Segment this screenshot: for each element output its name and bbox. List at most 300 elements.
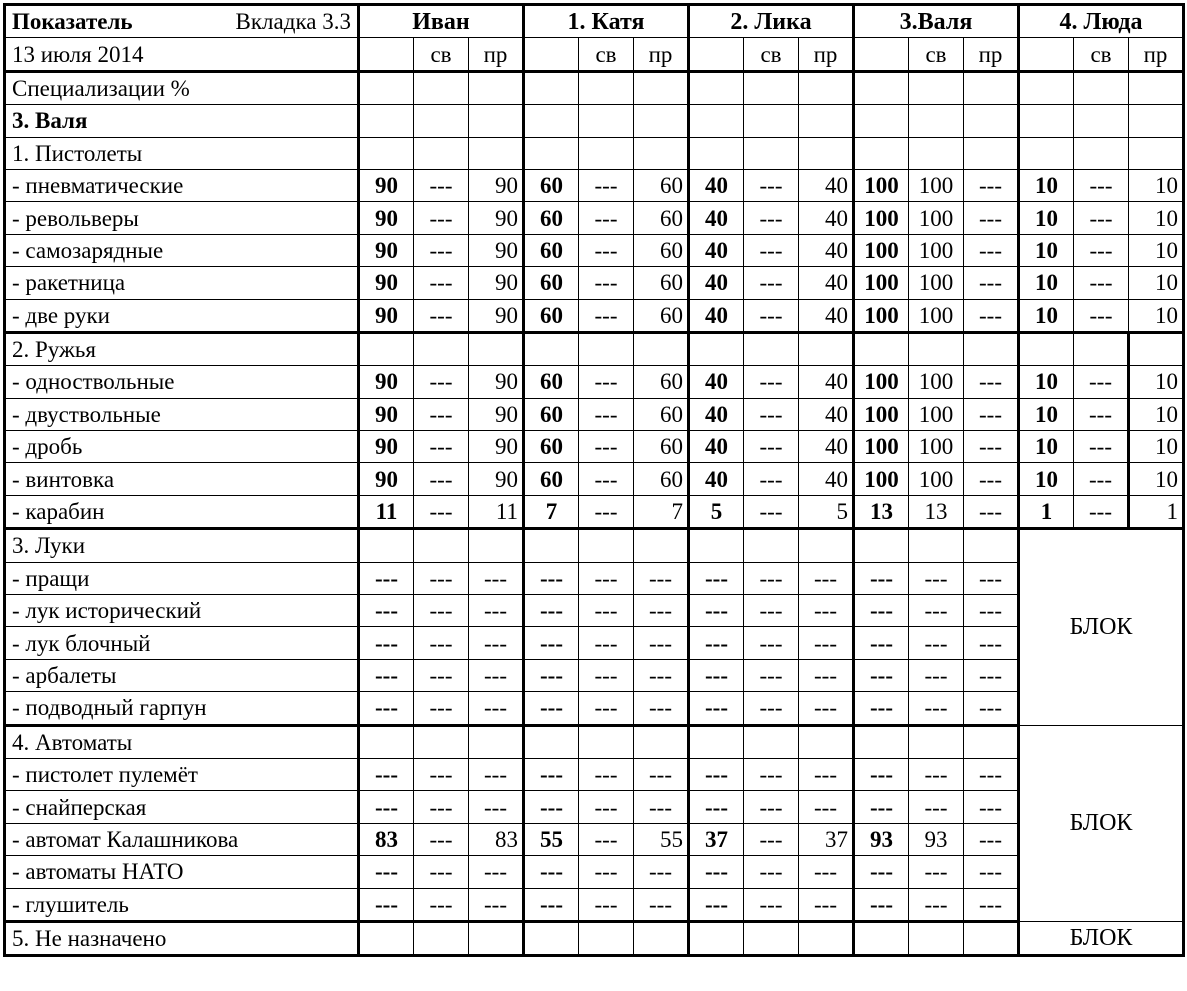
cell-lyuda-sv xyxy=(1074,137,1129,169)
row-label: - пневматические xyxy=(5,169,359,201)
cell-ivan-pr: --- xyxy=(469,562,524,594)
cell-lyuda-total: 10 xyxy=(1019,463,1074,495)
cell-katya-total: --- xyxy=(524,562,579,594)
cell-valya-sv xyxy=(909,921,964,955)
cell-katya-sv xyxy=(579,105,634,137)
cell-lyuda-total: 10 xyxy=(1019,169,1074,201)
cell-katya-sv: --- xyxy=(579,202,634,234)
cell-lika-sv: --- xyxy=(744,562,799,594)
cell-ivan-sv xyxy=(414,71,469,104)
cell-valya-total xyxy=(854,725,909,758)
cell-lyuda-pr: 10 xyxy=(1129,463,1184,495)
cell-katya-total: --- xyxy=(524,595,579,627)
cell-katya-sv: --- xyxy=(579,758,634,790)
cell-lika-total: --- xyxy=(689,627,744,659)
cell-valya-total: --- xyxy=(854,627,909,659)
cell-lyuda-pr: 10 xyxy=(1129,234,1184,266)
cell-katya-sv xyxy=(579,137,634,169)
cell-katya-sv: --- xyxy=(579,366,634,398)
cell-valya-total xyxy=(854,105,909,137)
cell-valya-sv xyxy=(909,332,964,365)
cell-lika-total xyxy=(689,105,744,137)
cell-lika-total: --- xyxy=(689,791,744,823)
table-row xyxy=(5,431,1184,463)
cell-katya-total: --- xyxy=(524,692,579,725)
cell-katya-pr: --- xyxy=(634,856,689,888)
cell-katya-sv: --- xyxy=(579,267,634,299)
cell-valya-sv xyxy=(909,725,964,758)
cell-valya-pr: --- xyxy=(964,267,1019,299)
cell-ivan-sv: --- xyxy=(414,267,469,299)
cell-lika-sv xyxy=(744,137,799,169)
row-label: - автомат Калашникова xyxy=(5,823,359,855)
cell-valya-sv: 100 xyxy=(909,202,964,234)
cell-ivan-sv: --- xyxy=(414,495,469,528)
cell-katya-pr: --- xyxy=(634,758,689,790)
cell-katya-pr: 60 xyxy=(634,463,689,495)
cell-lika-pr: 40 xyxy=(799,398,854,430)
cell-katya-sv: --- xyxy=(579,234,634,266)
cell-valya-pr xyxy=(964,137,1019,169)
cell-lika-sv xyxy=(744,332,799,365)
cell-lika-pr xyxy=(799,332,854,365)
cell-lika-pr xyxy=(799,921,854,955)
cell-ivan-pr: --- xyxy=(469,856,524,888)
cell-ivan-pr: --- xyxy=(469,888,524,921)
cell-lika-total: 40 xyxy=(689,431,744,463)
cell-katya-pr xyxy=(634,105,689,137)
table-row xyxy=(5,366,1184,398)
group-header-katya: 1. Катя xyxy=(524,5,689,38)
section-row xyxy=(5,332,1184,365)
cell-ivan-sv: --- xyxy=(414,299,469,332)
cell-valya-sv: 13 xyxy=(909,495,964,528)
row-label: - самозарядные xyxy=(5,234,359,266)
cell-valya-sv: 100 xyxy=(909,234,964,266)
cell-lika-total: --- xyxy=(689,595,744,627)
cell-valya-total xyxy=(854,71,909,104)
cell-lika-sv: --- xyxy=(744,202,799,234)
cell-lika-pr: --- xyxy=(799,758,854,790)
cell-ivan-total: 90 xyxy=(359,234,414,266)
row-label: Специализации % xyxy=(5,71,359,104)
cell-lika-pr xyxy=(799,71,854,104)
row-label: - глушитель xyxy=(5,888,359,921)
cell-valya-total: 100 xyxy=(854,398,909,430)
cell-ivan-total: 90 xyxy=(359,463,414,495)
cell-lika-pr xyxy=(799,725,854,758)
cell-lika-pr: 40 xyxy=(799,463,854,495)
cell-lyuda-pr xyxy=(1129,105,1184,137)
section-row xyxy=(5,921,1184,955)
cell-ivan-sv xyxy=(414,332,469,365)
cell-ivan-pr xyxy=(469,137,524,169)
cell-lika-sv: --- xyxy=(744,595,799,627)
cell-katya-sv: --- xyxy=(579,398,634,430)
cell-katya-pr: 60 xyxy=(634,299,689,332)
cell-lyuda-sv: --- xyxy=(1074,495,1129,528)
cell-valya-sv: 100 xyxy=(909,299,964,332)
cell-lyuda-pr: 10 xyxy=(1129,169,1184,201)
cell-lika-sv: --- xyxy=(744,791,799,823)
cell-valya-total xyxy=(854,137,909,169)
cell-lika-sv: --- xyxy=(744,495,799,528)
cell-katya-total xyxy=(524,725,579,758)
cell-valya-total: --- xyxy=(854,595,909,627)
row-label: 3. Луки xyxy=(5,529,359,562)
row-label: - двуствольные xyxy=(5,398,359,430)
cell-katya-sv: --- xyxy=(579,299,634,332)
cell-katya-total: 60 xyxy=(524,366,579,398)
cell-lika-pr xyxy=(799,137,854,169)
cell-lika-pr: --- xyxy=(799,595,854,627)
cell-lyuda-sv: --- xyxy=(1074,431,1129,463)
cell-valya-pr xyxy=(964,105,1019,137)
cell-lyuda-sv xyxy=(1074,332,1129,365)
cell-ivan-pr: --- xyxy=(469,791,524,823)
section-row xyxy=(5,725,1184,758)
cell-valya-sv: --- xyxy=(909,562,964,594)
row-label: - винтовка xyxy=(5,463,359,495)
cell-lika-total: --- xyxy=(689,659,744,691)
cell-lika-sv xyxy=(744,725,799,758)
section-row xyxy=(5,137,1184,169)
cell-valya-pr: --- xyxy=(964,659,1019,691)
cell-katya-sv: --- xyxy=(579,562,634,594)
cell-ivan-pr xyxy=(469,332,524,365)
subheader-sv-ivan: св xyxy=(414,38,469,71)
cell-valya-sv: --- xyxy=(909,856,964,888)
cell-ivan-pr: 83 xyxy=(469,823,524,855)
group-header-valya: 3.Валя xyxy=(854,5,1019,38)
cell-lika-pr: 40 xyxy=(799,267,854,299)
cell-ivan-total: 90 xyxy=(359,366,414,398)
cell-lyuda-sv: --- xyxy=(1074,169,1129,201)
cell-valya-total xyxy=(854,332,909,365)
cell-katya-sv: --- xyxy=(579,627,634,659)
cell-lyuda-pr: 1 xyxy=(1129,495,1184,528)
cell-katya-total: 7 xyxy=(524,495,579,528)
cell-lika-pr: 40 xyxy=(799,366,854,398)
cell-ivan-total: 90 xyxy=(359,299,414,332)
cell-ivan-total xyxy=(359,105,414,137)
cell-lyuda-sv: --- xyxy=(1074,398,1129,430)
cell-valya-total: --- xyxy=(854,562,909,594)
cell-lika-total xyxy=(689,332,744,365)
cell-valya-pr: --- xyxy=(964,562,1019,594)
cell-valya-sv: --- xyxy=(909,659,964,691)
cell-valya-pr: --- xyxy=(964,888,1019,921)
cell-lyuda-sv: --- xyxy=(1074,234,1129,266)
cell-lika-sv xyxy=(744,529,799,562)
cell-lika-pr: 40 xyxy=(799,169,854,201)
row-label: - пращи xyxy=(5,562,359,594)
cell-ivan-pr xyxy=(469,529,524,562)
cell-valya-sv: 100 xyxy=(909,398,964,430)
cell-katya-total xyxy=(524,332,579,365)
cell-lika-pr: 40 xyxy=(799,299,854,332)
cell-lika-total: --- xyxy=(689,562,744,594)
cell-valya-total: 100 xyxy=(854,169,909,201)
cell-katya-total xyxy=(524,71,579,104)
cell-katya-total: --- xyxy=(524,791,579,823)
header-row-groups xyxy=(5,5,1184,38)
subheader-pr-lyuda: пр xyxy=(1129,38,1184,71)
cell-lika-total xyxy=(689,921,744,955)
subheader-total-katya xyxy=(524,38,579,71)
cell-lika-sv xyxy=(744,71,799,104)
cell-valya-pr: --- xyxy=(964,758,1019,790)
cell-ivan-sv: --- xyxy=(414,627,469,659)
subheader-total-ivan xyxy=(359,38,414,71)
cell-ivan-pr xyxy=(469,921,524,955)
cell-valya-sv: --- xyxy=(909,692,964,725)
section-row xyxy=(5,529,1184,562)
cell-katya-pr: 60 xyxy=(634,398,689,430)
cell-valya-total xyxy=(854,921,909,955)
cell-ivan-sv: --- xyxy=(414,562,469,594)
cell-katya-sv xyxy=(579,71,634,104)
subheader-pr-ivan: пр xyxy=(469,38,524,71)
row-label: - снайперская xyxy=(5,791,359,823)
cell-ivan-sv: --- xyxy=(414,856,469,888)
cell-valya-total: --- xyxy=(854,692,909,725)
cell-valya-total: 100 xyxy=(854,202,909,234)
table-row xyxy=(5,202,1184,234)
cell-katya-pr xyxy=(634,725,689,758)
row-label: - две руки xyxy=(5,299,359,332)
cell-katya-total: 60 xyxy=(524,267,579,299)
cell-ivan-pr: 90 xyxy=(469,299,524,332)
cell-katya-sv: --- xyxy=(579,823,634,855)
cell-katya-pr: 7 xyxy=(634,495,689,528)
cell-valya-pr xyxy=(964,332,1019,365)
table-row xyxy=(5,659,1184,691)
cell-ivan-total xyxy=(359,529,414,562)
cell-lyuda-total: 10 xyxy=(1019,398,1074,430)
cell-ivan-sv xyxy=(414,725,469,758)
cell-katya-sv: --- xyxy=(579,888,634,921)
cell-lika-sv: --- xyxy=(744,169,799,201)
table-row xyxy=(5,267,1184,299)
cell-lika-total: 40 xyxy=(689,299,744,332)
tab-label: Вкладка 3.3 xyxy=(235,9,351,35)
cell-katya-pr xyxy=(634,529,689,562)
cell-valya-sv: 100 xyxy=(909,267,964,299)
cell-katya-total xyxy=(524,921,579,955)
table-row xyxy=(5,791,1184,823)
cell-valya-pr: --- xyxy=(964,299,1019,332)
cell-lyuda-sv xyxy=(1074,71,1129,104)
cell-lika-total xyxy=(689,725,744,758)
table-row xyxy=(5,398,1184,430)
cell-katya-total: 60 xyxy=(524,431,579,463)
cell-ivan-total: 83 xyxy=(359,823,414,855)
cell-katya-sv: --- xyxy=(579,791,634,823)
cell-ivan-sv: --- xyxy=(414,431,469,463)
row-label: 5. Не назначено xyxy=(5,921,359,955)
cell-ivan-total: --- xyxy=(359,627,414,659)
cell-lyuda-pr: 10 xyxy=(1129,398,1184,430)
cell-lika-sv: --- xyxy=(744,267,799,299)
cell-lyuda-pr: 10 xyxy=(1129,267,1184,299)
section-row xyxy=(5,71,1184,104)
cell-ivan-total xyxy=(359,921,414,955)
cell-lyuda-total: 10 xyxy=(1019,234,1074,266)
row-label: 1. Пистолеты xyxy=(5,137,359,169)
cell-katya-pr: 60 xyxy=(634,169,689,201)
cell-ivan-total xyxy=(359,725,414,758)
cell-lyuda-total: 10 xyxy=(1019,202,1074,234)
cell-ivan-pr: --- xyxy=(469,692,524,725)
table-row xyxy=(5,627,1184,659)
cell-katya-total: --- xyxy=(524,888,579,921)
row-label: - автоматы НАТО xyxy=(5,856,359,888)
cell-lika-total: --- xyxy=(689,758,744,790)
cell-ivan-pr: 90 xyxy=(469,463,524,495)
cell-katya-total: 60 xyxy=(524,299,579,332)
table-row xyxy=(5,562,1184,594)
cell-lika-sv xyxy=(744,105,799,137)
cell-katya-pr xyxy=(634,332,689,365)
cell-valya-total: --- xyxy=(854,659,909,691)
cell-valya-sv: 100 xyxy=(909,169,964,201)
cell-ivan-sv: --- xyxy=(414,659,469,691)
cell-ivan-sv: --- xyxy=(414,366,469,398)
cell-katya-sv: --- xyxy=(579,856,634,888)
subheader-pr-lika: пр xyxy=(799,38,854,71)
row-label: 3. Валя xyxy=(5,105,359,137)
cell-ivan-total: --- xyxy=(359,562,414,594)
row-label: 4. Автоматы xyxy=(5,725,359,758)
cell-lika-pr: --- xyxy=(799,659,854,691)
cell-lika-total: 40 xyxy=(689,234,744,266)
cell-lika-pr: 5 xyxy=(799,495,854,528)
row-label: - дробь xyxy=(5,431,359,463)
row-label: - подводный гарпун xyxy=(5,692,359,725)
cell-lika-sv: --- xyxy=(744,299,799,332)
cell-ivan-pr: 90 xyxy=(469,169,524,201)
cell-lika-pr: --- xyxy=(799,856,854,888)
cell-valya-total: 100 xyxy=(854,463,909,495)
header-row-subcolumns xyxy=(5,38,1184,71)
cell-valya-sv: 100 xyxy=(909,463,964,495)
cell-ivan-total: --- xyxy=(359,888,414,921)
table-row xyxy=(5,169,1184,201)
cell-lika-sv: --- xyxy=(744,758,799,790)
cell-valya-pr xyxy=(964,725,1019,758)
indicator-table xyxy=(3,3,1185,957)
cell-katya-pr xyxy=(634,71,689,104)
cell-lika-pr: 40 xyxy=(799,431,854,463)
cell-lika-sv: --- xyxy=(744,366,799,398)
cell-lika-total: --- xyxy=(689,888,744,921)
cell-valya-total: 100 xyxy=(854,234,909,266)
cell-lyuda-total: 10 xyxy=(1019,431,1074,463)
cell-ivan-total: 90 xyxy=(359,398,414,430)
table-row xyxy=(5,463,1184,495)
block-cell: БЛОК xyxy=(1019,921,1184,955)
row-label: - арбалеты xyxy=(5,659,359,691)
cell-lyuda-total xyxy=(1019,71,1074,104)
subheader-sv-lyuda: св xyxy=(1074,38,1129,71)
cell-lika-sv: --- xyxy=(744,627,799,659)
cell-ivan-sv xyxy=(414,137,469,169)
cell-ivan-sv: --- xyxy=(414,202,469,234)
row-label: - ракетница xyxy=(5,267,359,299)
cell-valya-total: --- xyxy=(854,888,909,921)
cell-katya-sv xyxy=(579,332,634,365)
cell-ivan-sv: --- xyxy=(414,758,469,790)
cell-ivan-sv: --- xyxy=(414,595,469,627)
cell-ivan-total xyxy=(359,332,414,365)
header-title-cell xyxy=(5,5,359,38)
cell-valya-pr: --- xyxy=(964,366,1019,398)
cell-katya-pr: --- xyxy=(634,627,689,659)
cell-katya-pr: 60 xyxy=(634,234,689,266)
table-row xyxy=(5,595,1184,627)
cell-katya-total: --- xyxy=(524,758,579,790)
table-row xyxy=(5,888,1184,921)
cell-katya-pr: 55 xyxy=(634,823,689,855)
subheader-sv-katya: св xyxy=(579,38,634,71)
cell-katya-total xyxy=(524,529,579,562)
cell-lika-total: 40 xyxy=(689,398,744,430)
cell-lika-sv: --- xyxy=(744,692,799,725)
cell-valya-pr: --- xyxy=(964,169,1019,201)
cell-lika-total: 40 xyxy=(689,169,744,201)
cell-ivan-pr: 11 xyxy=(469,495,524,528)
cell-lika-sv: --- xyxy=(744,431,799,463)
cell-valya-total: 100 xyxy=(854,366,909,398)
cell-valya-total: 100 xyxy=(854,431,909,463)
cell-ivan-total xyxy=(359,71,414,104)
cell-lika-pr: 37 xyxy=(799,823,854,855)
cell-katya-total: 60 xyxy=(524,169,579,201)
cell-ivan-pr: 90 xyxy=(469,234,524,266)
cell-ivan-sv xyxy=(414,529,469,562)
cell-valya-pr xyxy=(964,529,1019,562)
cell-lyuda-total: 1 xyxy=(1019,495,1074,528)
cell-katya-pr: 60 xyxy=(634,267,689,299)
cell-valya-pr xyxy=(964,71,1019,104)
cell-ivan-pr: --- xyxy=(469,758,524,790)
cell-lika-pr: 40 xyxy=(799,234,854,266)
cell-lika-pr: --- xyxy=(799,627,854,659)
cell-valya-sv xyxy=(909,71,964,104)
header-title: Показатель xyxy=(12,9,133,35)
cell-valya-total: 13 xyxy=(854,495,909,528)
cell-ivan-sv: --- xyxy=(414,398,469,430)
cell-lika-pr: 40 xyxy=(799,202,854,234)
cell-lyuda-sv: --- xyxy=(1074,202,1129,234)
cell-valya-sv xyxy=(909,137,964,169)
cell-lika-total: 40 xyxy=(689,267,744,299)
cell-valya-pr: --- xyxy=(964,692,1019,725)
cell-valya-pr: --- xyxy=(964,627,1019,659)
cell-lika-sv: --- xyxy=(744,398,799,430)
cell-valya-total: --- xyxy=(854,791,909,823)
cell-ivan-pr: --- xyxy=(469,595,524,627)
cell-ivan-total: --- xyxy=(359,758,414,790)
cell-valya-pr: --- xyxy=(964,823,1019,855)
cell-ivan-sv: --- xyxy=(414,463,469,495)
cell-ivan-total: --- xyxy=(359,659,414,691)
cell-valya-total: --- xyxy=(854,856,909,888)
cell-katya-pr: --- xyxy=(634,888,689,921)
cell-valya-total: 100 xyxy=(854,267,909,299)
cell-lyuda-total xyxy=(1019,332,1074,365)
